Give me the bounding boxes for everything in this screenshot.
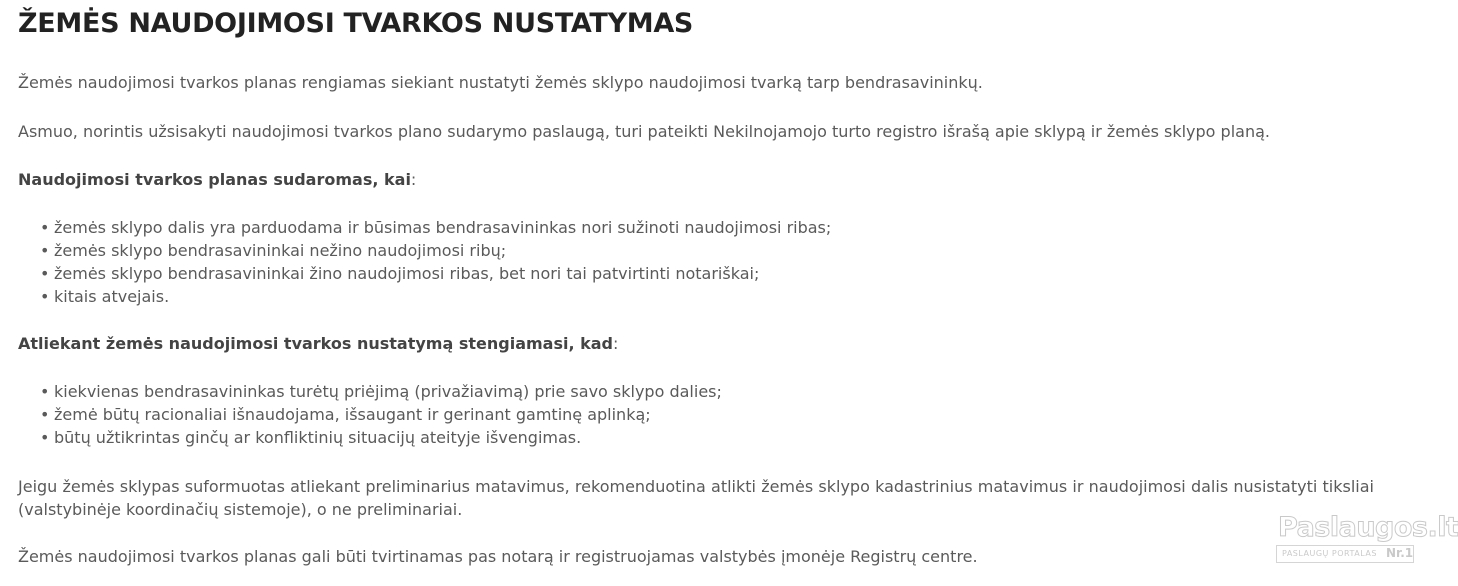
list-item-text: būtų užtikrintas ginčų ar konfliktinių situacijų ateityje išvengimas. [54, 428, 582, 447]
intro-paragraph-1: Žemės naudojimosi tvarkos planas rengiamas siekiant nustatyti žemės sklypo naudojimosi tvarką tarp bendrasavininkų. [18, 73, 983, 92]
section-2-list [40, 380, 722, 449]
watermark-logo: Paslaugos.lt [1278, 512, 1458, 543]
list-item-text: kitais atvejais. [54, 287, 170, 306]
list-item [40, 403, 722, 426]
section-1-heading-text: Naudojimosi tvarkos planas sudaromas, kai [18, 170, 411, 189]
list-item [40, 262, 831, 285]
notary-paragraph: Žemės naudojimosi tvarkos planas gali būti tvirtinamas pas notarą ir registruojamas valstybės įmonėje Registrų centre. [18, 547, 978, 566]
page-title: ŽEMĖS NAUDOJIMOSI TVARKOS NUSTATYMAS [18, 8, 694, 39]
section-2-heading-text: Atliekant žemės naudojimosi tvarkos nustatymą stengiamasi, kad [18, 334, 614, 353]
bullet-icon: • [40, 405, 50, 424]
section-1-heading [18, 168, 416, 191]
list-item-text: žemės sklypo bendrasavininkai žino naudojimosi ribas, bet nori tai patvirtinti notariškai; [54, 264, 760, 283]
list-item-text: kiekvienas bendrasavininkas turėtų priėjimą (privažiavimą) prie savo sklypo dalies; [54, 382, 722, 401]
bullet-icon: • [40, 241, 50, 260]
list-item [40, 216, 831, 239]
list-item [40, 285, 831, 308]
section-2-heading-colon: : [613, 334, 619, 353]
list-item-text: žemė būtų racionaliai išnaudojama, išsaugant ir gerinant gamtinę aplinką; [54, 405, 651, 424]
list-item-text: žemės sklypo dalis yra parduodama ir būsimas bendrasavininkas nori sužinoti naudojimosi ribas; [54, 218, 832, 237]
intro-paragraph-2: Asmuo, norintis užsisakyti naudojimosi tvarkos plano sudarymo paslaugą, turi pateikti Nekilnojamojo turto registro išrašą apie sklypą ir žemės sklypo planą. [18, 122, 1270, 141]
bullet-icon: • [40, 218, 50, 237]
list-item [40, 239, 831, 262]
watermark-subtitle: PASLAUGŲ PORTALAS [1282, 549, 1377, 558]
site-watermark [1276, 512, 1458, 564]
bullet-icon: • [40, 428, 50, 447]
watermark-rank: Nr.1 [1386, 546, 1414, 560]
list-item-text: žemės sklypo bendrasavininkai nežino naudojimosi ribų; [54, 241, 507, 260]
measurement-paragraph: Jeigu žemės sklypas suformuotas atliekant preliminarius matavimus, rekomenduotina atlikti žemės sklypo kadastrinius matavimus ir naudojimosi dalis nusistatyti tiksliai (valstybinėje koordinačių sistemoje), o ne preliminariai. [18, 477, 1374, 519]
section-2-heading [18, 332, 618, 355]
bullet-icon: • [40, 264, 50, 283]
section-1-list [40, 216, 831, 308]
bullet-icon: • [40, 382, 50, 401]
bullet-icon: • [40, 287, 50, 306]
section-1-heading-colon: : [410, 170, 417, 189]
list-item [40, 426, 722, 449]
list-item [40, 380, 722, 403]
